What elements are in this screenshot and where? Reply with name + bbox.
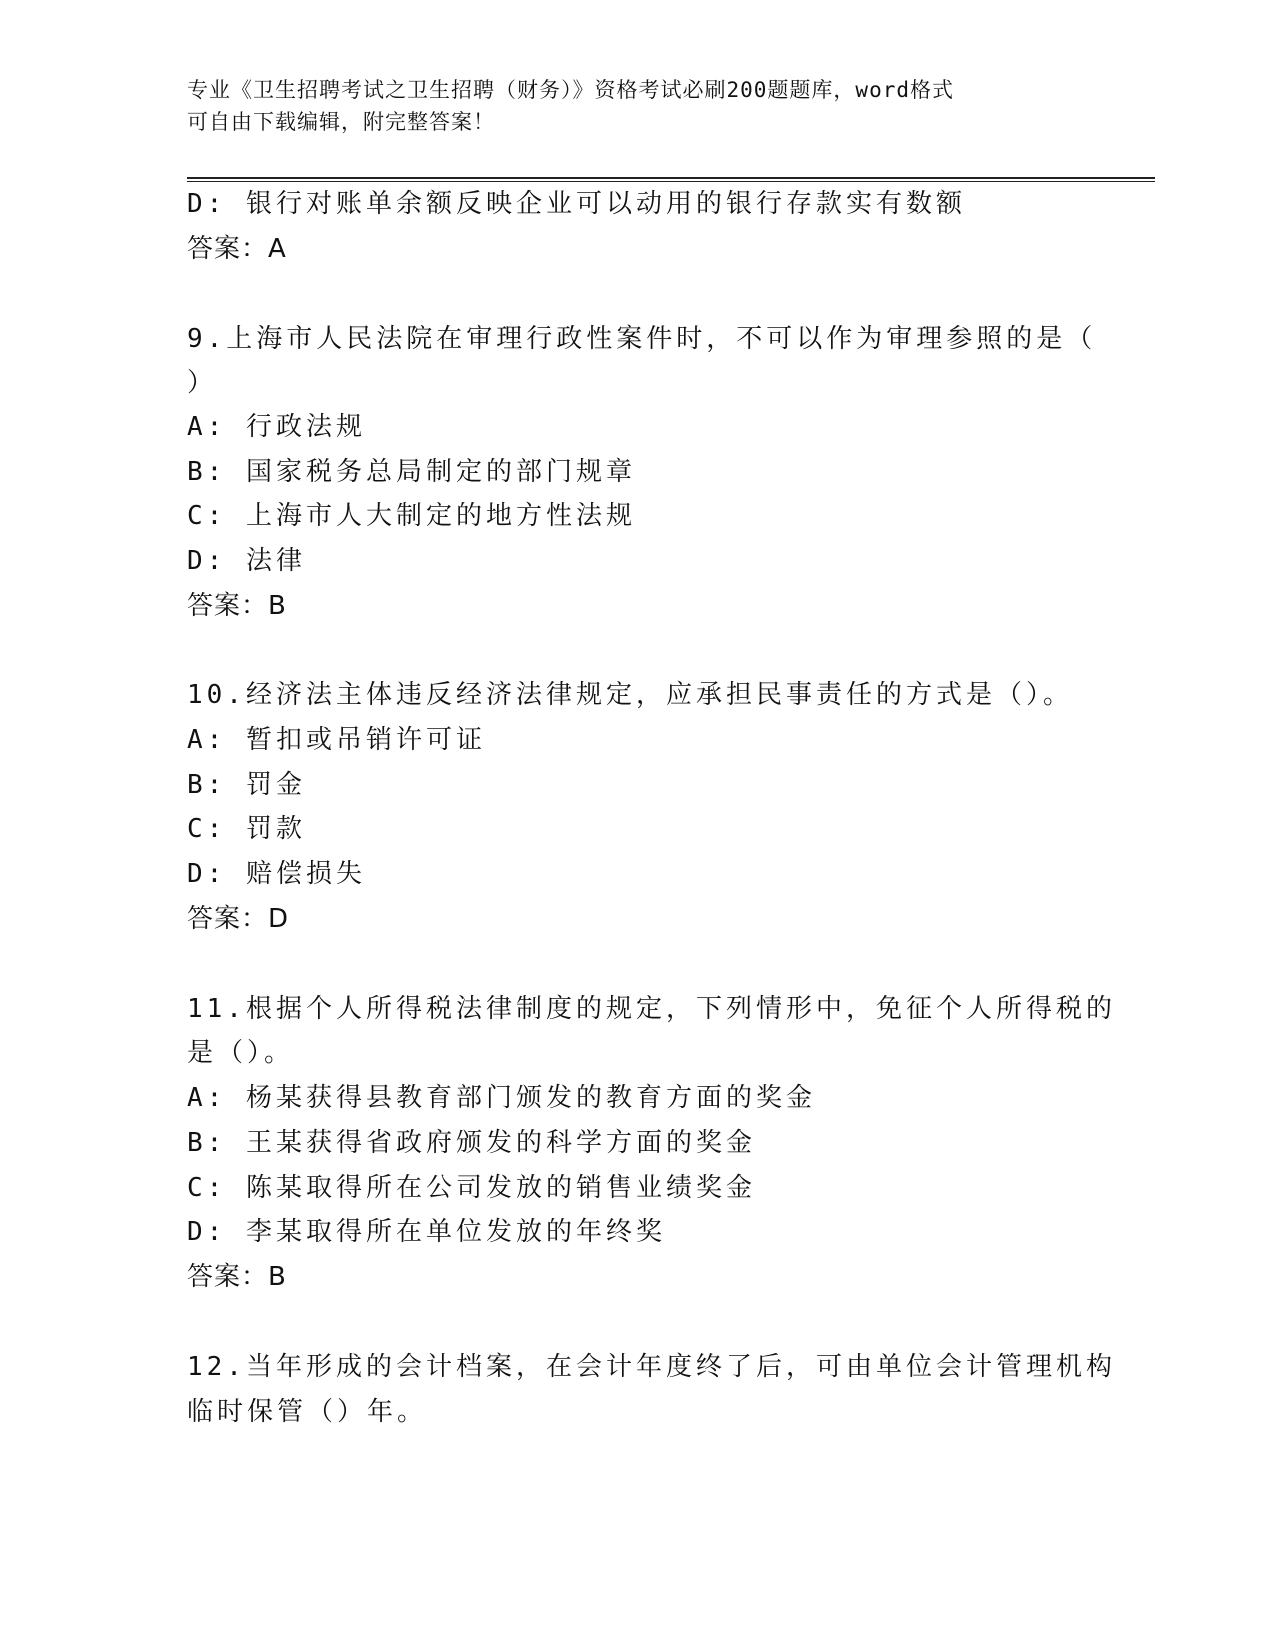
q10-stem-line-1: 10.经济法主体违反经济法律规定，应承担民事责任的方式是（）。 (187, 680, 1073, 710)
q10-option-d: D: 赔偿损失 (187, 859, 366, 889)
q10-answer: 答案：D (187, 904, 290, 934)
q11-option-d: D: 李某取得所在单位发放的年终奖 (187, 1217, 666, 1247)
q11-stem-line-2: 是（）。 (187, 1038, 295, 1068)
document-header (187, 74, 1067, 138)
q9-answer: 答案：B (187, 591, 287, 621)
q9-stem-line-1: 9.上海市人民法院在审理行政性案件时，不可以作为审理参照的是（ (187, 324, 1097, 354)
q9-option-b: B: 国家税务总局制定的部门规章 (187, 457, 636, 487)
q9-option-d: D: 法律 (187, 546, 306, 576)
q11-stem-line-1: 11.根据个人所得税法律制度的规定，下列情形中，免征个人所得税的 (187, 994, 1116, 1024)
q11-answer: 答案：B (187, 1262, 287, 1292)
header-line-2: 可自由下载编辑，附完整答案！ (187, 110, 495, 134)
q9-option-a: A: 行政法规 (187, 412, 366, 442)
q10-option-c: C: 罚款 (187, 814, 306, 844)
q11-option-b: B: 王某获得省政府颁发的科学方面的奖金 (187, 1128, 756, 1158)
header-divider (187, 177, 1155, 182)
prev-option-d: D: 银行对账单余额反映企业可以动用的银行存款实有数额 (187, 189, 966, 219)
q10-option-a: A: 暂扣或吊销许可证 (187, 725, 486, 755)
q9-stem-line-2: ） (187, 368, 218, 398)
q12-stem-line-1: 12.当年形成的会计档案，在会计年度终了后，可由单位会计管理机构 (187, 1352, 1116, 1382)
q10-option-b: B: 罚金 (187, 770, 306, 800)
q9-option-c: C: 上海市人大制定的地方性法规 (187, 501, 636, 531)
q12-stem-line-2: 临时保管（）年。 (187, 1397, 428, 1427)
q11-option-c: C: 陈某取得所在公司发放的销售业绩奖金 (187, 1173, 756, 1203)
header-line-1: 专业《卫生招聘考试之卫生招聘（财务）》资格考试必刷200题题库，word格式 (187, 78, 954, 102)
q11-option-a: A: 杨某获得县教育部门颁发的教育方面的奖金 (187, 1083, 816, 1113)
prev-answer: 答案：A (187, 234, 287, 264)
